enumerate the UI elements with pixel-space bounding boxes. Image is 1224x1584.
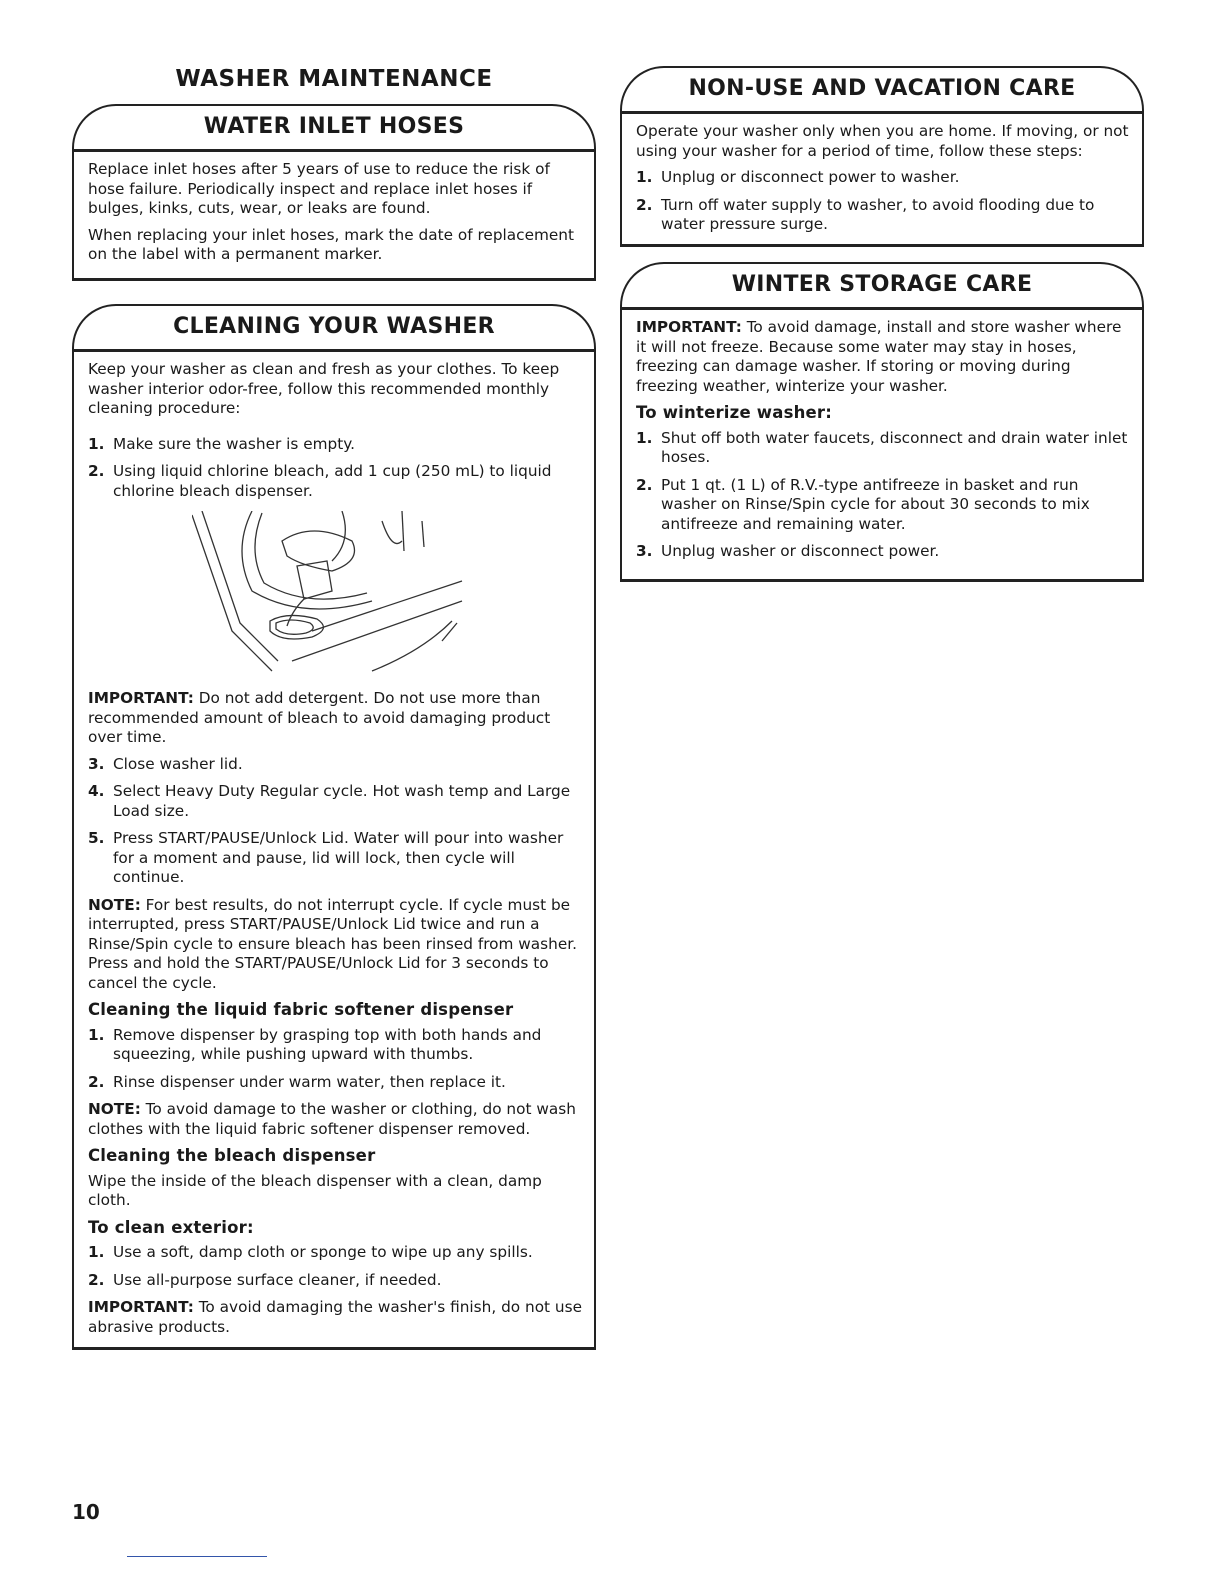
winter-storage-section (620, 272, 1144, 582)
step-text: Unplug or disconnect power to washer. (661, 168, 960, 186)
page-number: 10 (72, 1500, 100, 1524)
list-item (88, 462, 582, 501)
step-text: Make sure the washer is empty. (113, 434, 355, 453)
step-number: 1. (88, 1243, 105, 1261)
list-item (636, 429, 1130, 468)
step-text: Use a soft, damp cloth or sponge to wipe up any spills. (113, 1243, 533, 1261)
section-header (72, 104, 596, 152)
section-heading: CLEANING YOUR WASHER (173, 314, 495, 339)
step-number: 2. (88, 462, 105, 480)
list-item (636, 168, 1130, 188)
step-number: 1. (88, 434, 105, 453)
list-item (88, 1073, 582, 1093)
note-text: To avoid damage to the washer or clothing, do not wash clothes with the liquid fabric softener dispenser removed. (88, 1100, 576, 1138)
step-number: 1. (636, 168, 653, 186)
step-number: 5. (88, 829, 105, 847)
footer-divider (127, 1556, 267, 1557)
section-header (620, 262, 1144, 310)
important-note (88, 689, 582, 748)
cleaning-your-washer-section (72, 314, 596, 1350)
note-text: For best results, do not interrupt cycle. If cycle must be interrupted, press START/PAUSE/Unlock Lid twice and run a Rinse/Spin cycle to ensure bleach has been rinsed from washer. Press and hold the START/PAUSE/Unlock Lid for 3 seconds to cancel the cycle. (88, 895, 578, 992)
section-header (620, 66, 1144, 114)
note-label: NOTE: (88, 895, 141, 914)
important-label: IMPORTANT: (88, 689, 194, 707)
step-number: 2. (88, 1270, 105, 1289)
paragraph: Wipe the inside of the bleach dispenser with a clean, damp cloth. (88, 1171, 542, 1209)
bleach-heading: Cleaning the bleach dispenser (88, 1146, 376, 1165)
step-number: 1. (636, 428, 653, 447)
softener-heading: Cleaning the liquid fabric softener dispenser (88, 1000, 514, 1019)
winterize-heading: To winterize washer: (636, 403, 833, 422)
step-text: Press START/PAUSE/Unlock Lid. Water will pour into washer for a moment and pause, lid will lock, then cycle will continue. (113, 829, 564, 886)
page-title: WASHER MAINTENANCE (175, 66, 493, 92)
exterior-heading: To clean exterior: (88, 1217, 254, 1237)
important-label: IMPORTANT: (636, 318, 742, 336)
paragraph: Replace inlet hoses after 5 years of use to reduce the risk of hose failure. Periodically inspect and replace inlet hoses if bulges, kinks, cuts, wear, or leaks are found. (88, 160, 550, 217)
step-number: 2. (636, 195, 653, 214)
paragraph: Keep your washer as clean and fresh as your clothes. To keep washer interior odor-free, follow this recommended monthly cleaning procedure: (88, 360, 560, 417)
step-text: Unplug washer or disconnect power. (661, 542, 940, 560)
section-heading: WINTER STORAGE CARE (731, 272, 1033, 297)
step-text: Using liquid chlorine bleach, add 1 cup (250 mL) to liquid chlorine bleach dispenser. (113, 462, 552, 500)
step-number: 3. (636, 542, 653, 560)
step-number: 4. (88, 782, 105, 800)
list-item (88, 782, 582, 821)
step-number: 2. (636, 475, 653, 494)
section-header (72, 304, 596, 352)
note-label: NOTE: (88, 1100, 141, 1118)
list-item (88, 755, 582, 775)
step-text: Remove dispenser by grasping top with both hands and squeezing, while pushing upward with thumbs. (113, 1025, 542, 1063)
vacation-care-section (620, 76, 1144, 247)
section-heading: WATER INLET HOSES (203, 114, 465, 139)
important-label: IMPORTANT: (88, 1298, 194, 1316)
step-text: Put 1 qt. (1 L) of R.V.-type antifreeze in basket and run washer on Rinse/Spin cycle for about 30 seconds to mix antifreeze and remaining water. (661, 475, 1090, 533)
step-text: Turn off water supply to washer, to avoid flooding due to water pressure surge. (661, 195, 1095, 233)
list-item (88, 1243, 582, 1263)
step-text: Select Heavy Duty Regular cycle. Hot wash temp and Large Load size. (113, 782, 571, 820)
note (88, 896, 582, 994)
step-text: Close washer lid. (113, 754, 243, 773)
bleach-pouring-illustration (88, 511, 582, 677)
list-item (636, 542, 1130, 562)
section-heading: NON-USE AND VACATION CARE (688, 76, 1076, 101)
note (88, 1100, 582, 1139)
step-number: 1. (88, 1025, 105, 1044)
list-item (88, 829, 582, 888)
list-item (88, 1271, 582, 1291)
paragraph: Operate your washer only when you are home. If moving, or not using your washer for a period of time, follow these steps: (636, 122, 1129, 160)
important-text: Do not add detergent. Do not use more than recommended amount of bleach to avoid damaging product over time. (88, 689, 551, 746)
step-number: 2. (88, 1072, 105, 1091)
step-text: Rinse dispenser under warm water, then replace it. (113, 1072, 506, 1091)
list-item (636, 476, 1130, 535)
step-text: Use all-purpose surface cleaner, if needed. (113, 1270, 442, 1289)
list-item (88, 435, 582, 455)
step-text: Shut off both water faucets, disconnect and drain water inlet hoses. (661, 428, 1128, 466)
list-item (88, 1026, 582, 1065)
important-text: To avoid damage, install and store washer where it will not freeze. Because some water may stay in hoses, freezing can damage washer. If storing or moving during freezing weather, winterize your washer. (636, 318, 1122, 395)
step-number: 3. (88, 754, 105, 773)
list-item (636, 196, 1130, 235)
bleach-pouring-illustration-graphic (192, 511, 482, 677)
paragraph: When replacing your inlet hoses, mark the date of replacement on the label with a permanent marker. (88, 225, 575, 263)
important-note (636, 318, 1130, 396)
important-text: To avoid damaging the washer's finish, do not use abrasive products. (88, 1298, 582, 1336)
important-note (88, 1298, 582, 1337)
water-inlet-hoses-section (72, 114, 596, 281)
